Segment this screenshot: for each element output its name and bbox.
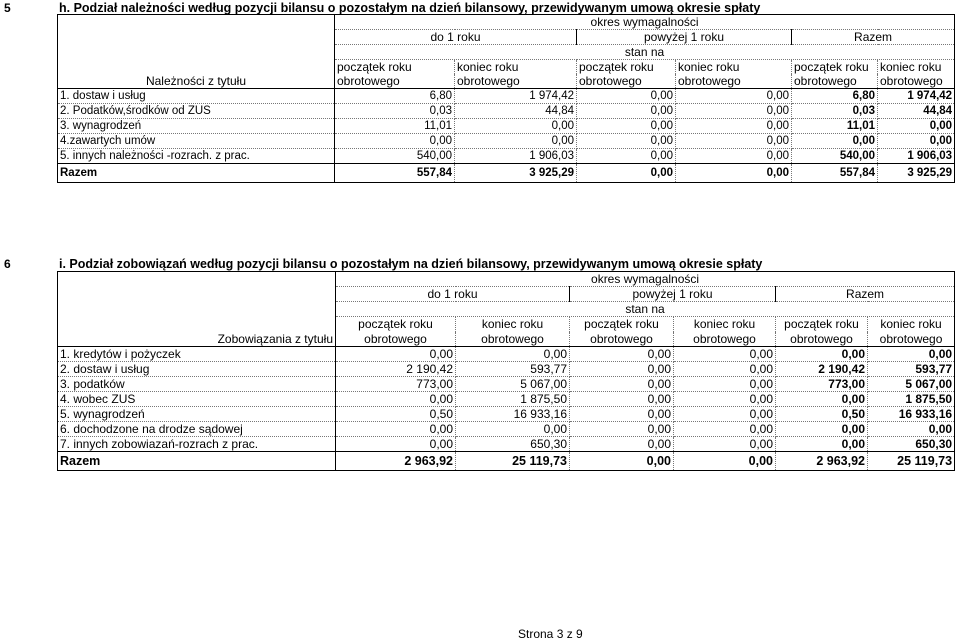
cell: 540,00 <box>792 149 878 164</box>
total-row <box>58 164 955 183</box>
table-row <box>58 407 955 422</box>
cell: 0,00 <box>776 347 868 362</box>
header-blank <box>58 272 336 287</box>
cell: 44,84 <box>878 104 955 119</box>
total-cell: 0,00 <box>570 452 674 471</box>
cell: 0,00 <box>336 437 456 452</box>
row-label: 5. wynagrodzeń <box>58 407 336 422</box>
header-start: początek roku <box>336 317 456 332</box>
cell: 773,00 <box>336 377 456 392</box>
row-label: 5. innych należności -rozrach. z prac. <box>58 149 335 164</box>
cell: 0,00 <box>570 422 674 437</box>
header-do1: do 1 roku <box>336 287 570 302</box>
row-label: 1. dostaw i usług <box>58 89 335 104</box>
cell: 0,00 <box>868 422 955 437</box>
total-cell: 0,00 <box>676 164 792 183</box>
cell: 0,00 <box>456 422 570 437</box>
cell: 0,00 <box>336 392 456 407</box>
cell: 0,00 <box>676 149 792 164</box>
cell: 0,00 <box>674 437 776 452</box>
cell: 11,01 <box>792 119 878 134</box>
header-end: koniec roku <box>676 60 792 75</box>
header-do1: do 1 roku <box>335 30 577 45</box>
total-cell: 0,00 <box>577 164 676 183</box>
cell: 16 933,16 <box>868 407 955 422</box>
cell: 0,00 <box>674 422 776 437</box>
header-start: początek roku <box>792 60 878 75</box>
cell: 0,00 <box>776 392 868 407</box>
cell: 2 190,42 <box>776 362 868 377</box>
cell: 1 875,50 <box>868 392 955 407</box>
cell: 6,80 <box>335 89 455 104</box>
cell: 0,50 <box>776 407 868 422</box>
header-end: koniec roku <box>878 60 955 75</box>
cell: 0,00 <box>577 149 676 164</box>
table-row <box>58 422 955 437</box>
cell: 0,00 <box>674 362 776 377</box>
header-end: koniec roku <box>455 60 577 75</box>
cell: 0,00 <box>570 437 674 452</box>
cell: 0,03 <box>335 104 455 119</box>
cell: 1 906,03 <box>878 149 955 164</box>
cell: 0,00 <box>577 119 676 134</box>
cell: 0,00 <box>456 347 570 362</box>
header-okres: okres wymagalności <box>335 15 955 30</box>
cell: 0,00 <box>674 407 776 422</box>
section-title: i. Podział zobowiązań według pozycji bilansu o pozostałym na dzień bilansowy, przewidywanym umową okresie spłaty <box>59 257 763 271</box>
header-start: początek roku <box>570 317 674 332</box>
total-label: Razem <box>58 452 336 471</box>
cell: 540,00 <box>335 149 455 164</box>
cell: 650,30 <box>868 437 955 452</box>
total-cell: 557,84 <box>335 164 455 183</box>
cell: 0,00 <box>792 134 878 149</box>
row-label: 2. Podatków,środków od ZUS <box>58 104 335 119</box>
table-row <box>58 134 955 149</box>
cell: 0,00 <box>570 347 674 362</box>
receivables-table <box>57 14 955 183</box>
header-start: początek roku <box>577 60 676 75</box>
cell: 1 974,42 <box>455 89 577 104</box>
header-end: koniec roku <box>456 317 570 332</box>
cell: 5 067,00 <box>456 377 570 392</box>
cell: 0,00 <box>878 134 955 149</box>
table-row <box>58 104 955 119</box>
cell: 0,00 <box>570 362 674 377</box>
header-obrot: obrotowego <box>456 332 570 347</box>
header-obrot: obrotowego <box>776 332 868 347</box>
cell: 0,00 <box>570 392 674 407</box>
cell: 0,00 <box>455 119 577 134</box>
cell: 0,00 <box>336 422 456 437</box>
cell: 0,00 <box>676 104 792 119</box>
page-footer: Strona 3 z 9 <box>518 627 583 641</box>
cell: 0,00 <box>868 347 955 362</box>
header-obrot: obrotowego <box>335 74 455 89</box>
row-label: 1. kredytów i pożyczek <box>58 347 336 362</box>
cell: 0,00 <box>577 89 676 104</box>
total-cell: 3 925,29 <box>878 164 955 183</box>
total-cell: 2 963,92 <box>336 452 456 471</box>
cell: 0,00 <box>455 134 577 149</box>
header-first-col: Należności z tytułu <box>58 74 335 89</box>
header-obrot: obrotowego <box>878 74 955 89</box>
cell: 0,50 <box>336 407 456 422</box>
header-stan: stan na <box>336 302 955 317</box>
row-label: 6. dochodzone na drodze sądowej <box>58 422 336 437</box>
cell: 1 906,03 <box>455 149 577 164</box>
table-row <box>58 392 955 407</box>
cell: 650,30 <box>456 437 570 452</box>
cell: 593,77 <box>456 362 570 377</box>
header-end: koniec roku <box>868 317 955 332</box>
table-row <box>58 437 955 452</box>
header-first-col: Zobowiązania z tytułu <box>58 332 336 347</box>
header-start: początek roku <box>776 317 868 332</box>
total-cell: 25 119,73 <box>868 452 955 471</box>
cell: 0,00 <box>577 134 676 149</box>
header-obrot: obrotowego <box>570 332 674 347</box>
table-row <box>58 149 955 164</box>
cell: 16 933,16 <box>456 407 570 422</box>
header-obrot: obrotowego <box>674 332 776 347</box>
total-row <box>58 452 955 471</box>
cell: 11,01 <box>335 119 455 134</box>
cell: 0,00 <box>570 407 674 422</box>
header-obrot: obrotowego <box>676 74 792 89</box>
cell: 0,00 <box>674 377 776 392</box>
total-cell: 3 925,29 <box>455 164 577 183</box>
cell: 5 067,00 <box>868 377 955 392</box>
row-label: 3. podatków <box>58 377 336 392</box>
header-razem: Razem <box>792 30 955 45</box>
cell: 773,00 <box>776 377 868 392</box>
header-obrot: obrotowego <box>792 74 878 89</box>
cell: 0,03 <box>792 104 878 119</box>
table-row <box>58 119 955 134</box>
cell: 0,00 <box>676 134 792 149</box>
cell: 0,00 <box>674 347 776 362</box>
row-label: 4.zawartych umów <box>58 134 335 149</box>
row-label: 4. wobec ZUS <box>58 392 336 407</box>
liabilities-table <box>57 271 955 471</box>
header-start: początek roku <box>335 60 455 75</box>
row-label: 2. dostaw i usług <box>58 362 336 377</box>
cell: 1 974,42 <box>878 89 955 104</box>
total-cell: 0,00 <box>674 452 776 471</box>
cell: 44,84 <box>455 104 577 119</box>
section-number: 5 <box>4 1 11 15</box>
section-title: h. Podział należności według pozycji bilansu o pozostałym na dzień bilansowy, przewidywanym umową okresie spłaty <box>59 1 761 15</box>
header-okres: okres wymagalności <box>336 272 955 287</box>
header-obrot: obrotowego <box>455 74 577 89</box>
cell: 593,77 <box>868 362 955 377</box>
header-pow1: powyżej 1 roku <box>570 287 776 302</box>
total-cell: 557,84 <box>792 164 878 183</box>
table-row <box>58 89 955 104</box>
cell: 2 190,42 <box>336 362 456 377</box>
header-blank <box>58 15 335 30</box>
cell: 0,00 <box>878 119 955 134</box>
cell: 0,00 <box>776 437 868 452</box>
total-cell: 25 119,73 <box>456 452 570 471</box>
cell: 0,00 <box>776 422 868 437</box>
table-row <box>58 377 955 392</box>
header-stan: stan na <box>335 45 955 60</box>
header-razem: Razem <box>776 287 955 302</box>
table-row <box>58 347 955 362</box>
header-end: koniec roku <box>674 317 776 332</box>
total-cell: 2 963,92 <box>776 452 868 471</box>
row-label: 3. wynagrodzeń <box>58 119 335 134</box>
cell: 6,80 <box>792 89 878 104</box>
header-obrot: obrotowego <box>577 74 676 89</box>
table-row <box>58 362 955 377</box>
cell: 0,00 <box>336 347 456 362</box>
total-label: Razem <box>58 164 335 183</box>
header-pow1: powyżej 1 roku <box>577 30 792 45</box>
row-label: 7. innych zobowiazań-rozrach z prac. <box>58 437 336 452</box>
header-obrot: obrotowego <box>336 332 456 347</box>
cell: 0,00 <box>674 392 776 407</box>
cell: 0,00 <box>577 104 676 119</box>
cell: 1 875,50 <box>456 392 570 407</box>
cell: 0,00 <box>676 119 792 134</box>
cell: 0,00 <box>570 377 674 392</box>
section-number: 6 <box>4 257 11 271</box>
cell: 0,00 <box>676 89 792 104</box>
header-obrot: obrotowego <box>868 332 955 347</box>
cell: 0,00 <box>335 134 455 149</box>
